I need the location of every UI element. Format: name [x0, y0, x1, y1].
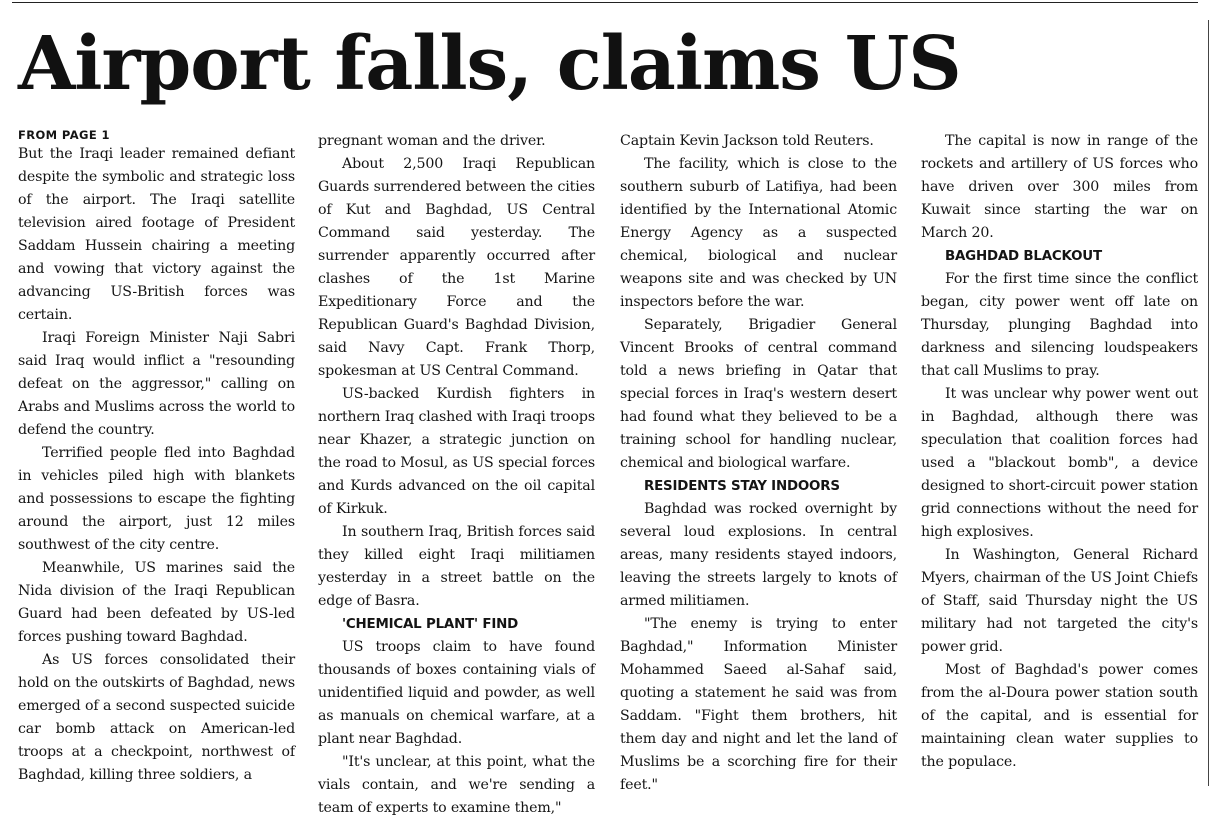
- paragraph: US troops claim to have found thousands of boxes containing vials of unidentified liquid and powder, as well as manuals on chemical warfare, at a plant near Baghdad.: [318, 639, 595, 747]
- paragraph: US-backed Kurdish fighters in northern Iraq clashed with Iraqi troops near Khazer, a strategic junction on the road to Mosul, as US special forces and Kurds advanced on the oil capital of Kirkuk.: [318, 386, 595, 517]
- paragraph: As US forces consolidated their hold on the outskirts of Baghdad, news emerged of a second suspected suicide car bomb attack on American-led troops at a checkpoint, northwest of Baghdad, killing three soldiers, a: [18, 652, 295, 783]
- paragraph: In southern Iraq, British forces said they killed eight Iraqi militiamen yesterday in a street battle on the edge of Basra.: [318, 524, 595, 609]
- paragraph: Most of Baghdad's power comes from the al-Doura power station south of the capital, and is essential for maintaining clean water supplies to the populace.: [921, 662, 1198, 770]
- right-edge-rule: [1208, 20, 1209, 786]
- article-column-1: [18, 128, 295, 787]
- paragraph: "The enemy is trying to enter Baghdad," Information Minister Mohammed Saeed al-Sahaf said, quoting a statement he said was from Saddam. "Fight them brothers, hit them day and night and let the land of Muslims be a scorching fire for their feet.": [620, 616, 897, 793]
- paragraph: Baghdad was rocked overnight by several loud explosions. In central areas, many residents stayed indoors, leaving the streets largely to knots of armed militiamen.: [620, 501, 897, 609]
- paragraph: pregnant woman and the driver.: [318, 133, 546, 149]
- article-column-2: [318, 130, 595, 820]
- subheading: RESIDENTS STAY INDOORS: [644, 479, 840, 494]
- subheading: 'CHEMICAL PLANT' FIND: [342, 617, 519, 632]
- article-column-3: [620, 130, 897, 797]
- paragraph: But the Iraqi leader remained defiant despite the symbolic and strategic loss of the airport. The Iraqi satellite television aired footage of President Saddam Hussein chairing a meeting and vowing that victory against the advancing US-British forces was certain.: [18, 146, 295, 323]
- paragraph: "It's unclear, at this point, what the vials contain, and we're sending a team of experts to examine them,": [318, 754, 595, 816]
- subheading: BAGHDAD BLACKOUT: [945, 249, 1102, 264]
- paragraph: Iraqi Foreign Minister Naji Sabri said Iraq would inflict a "resounding defeat on the aggressor," calling on Arabs and Muslims across the world to defend the country.: [18, 330, 295, 438]
- paragraph: Terrified people fled into Baghdad in vehicles piled high with blankets and possessions to escape the fighting around the airport, just 12 miles southwest of the city centre.: [18, 445, 295, 553]
- paragraph: Captain Kevin Jackson told Reuters.: [620, 133, 874, 149]
- paragraph: Meanwhile, US marines said the Nida division of the Iraqi Republican Guard had been defeated by US-led forces pushing toward Baghdad.: [18, 560, 295, 645]
- article-column-4: [921, 130, 1198, 774]
- headline: Airport falls, claims US: [18, 21, 961, 107]
- paragraph: About 2,500 Iraqi Republican Guards surrendered between the cities of Kut and Baghdad, US Central Command said yesterday. The surrender apparently occurred after clashes of the 1st Marine Expeditionary Force and the Republican Guard's Baghdad Division, said Navy Capt. Frank Thorp, spokesman at US Central Command.: [318, 156, 595, 379]
- paragraph: The facility, which is close to the southern suburb of Latifiya, had been identified by the International Atomic Energy Agency as a suspected chemical, biological and nuclear weapons site and was checked by UN inspectors before the war.: [620, 156, 897, 310]
- paragraph: For the first time since the conflict began, city power went off late on Thursday, plunging Baghdad into darkness and silencing loudspeakers that call Muslims to pray.: [921, 271, 1198, 379]
- paragraph: It was unclear why power went out in Baghdad, although there was speculation that coalition forces had used a "blackout bomb", a device designed to short-circuit power station grid connections without the need for high explosives.: [921, 386, 1198, 540]
- kicker: FROM PAGE 1: [18, 128, 110, 142]
- paragraph: The capital is now in range of the rockets and artillery of US forces who have driven over 300 miles from Kuwait since starting the war on March 20.: [921, 133, 1198, 241]
- paragraph: Separately, Brigadier General Vincent Brooks of central command told a news briefing in Qatar that special forces in Iraq's western desert had found what they believed to be a training school for handling nuclear, chemical and biological warfare.: [620, 317, 897, 471]
- paragraph: In Washington, General Richard Myers, chairman of the US Joint Chiefs of Staff, said Thursday night the US military had not targeted the city's power grid.: [921, 547, 1198, 655]
- top-rule: [12, 2, 1198, 3]
